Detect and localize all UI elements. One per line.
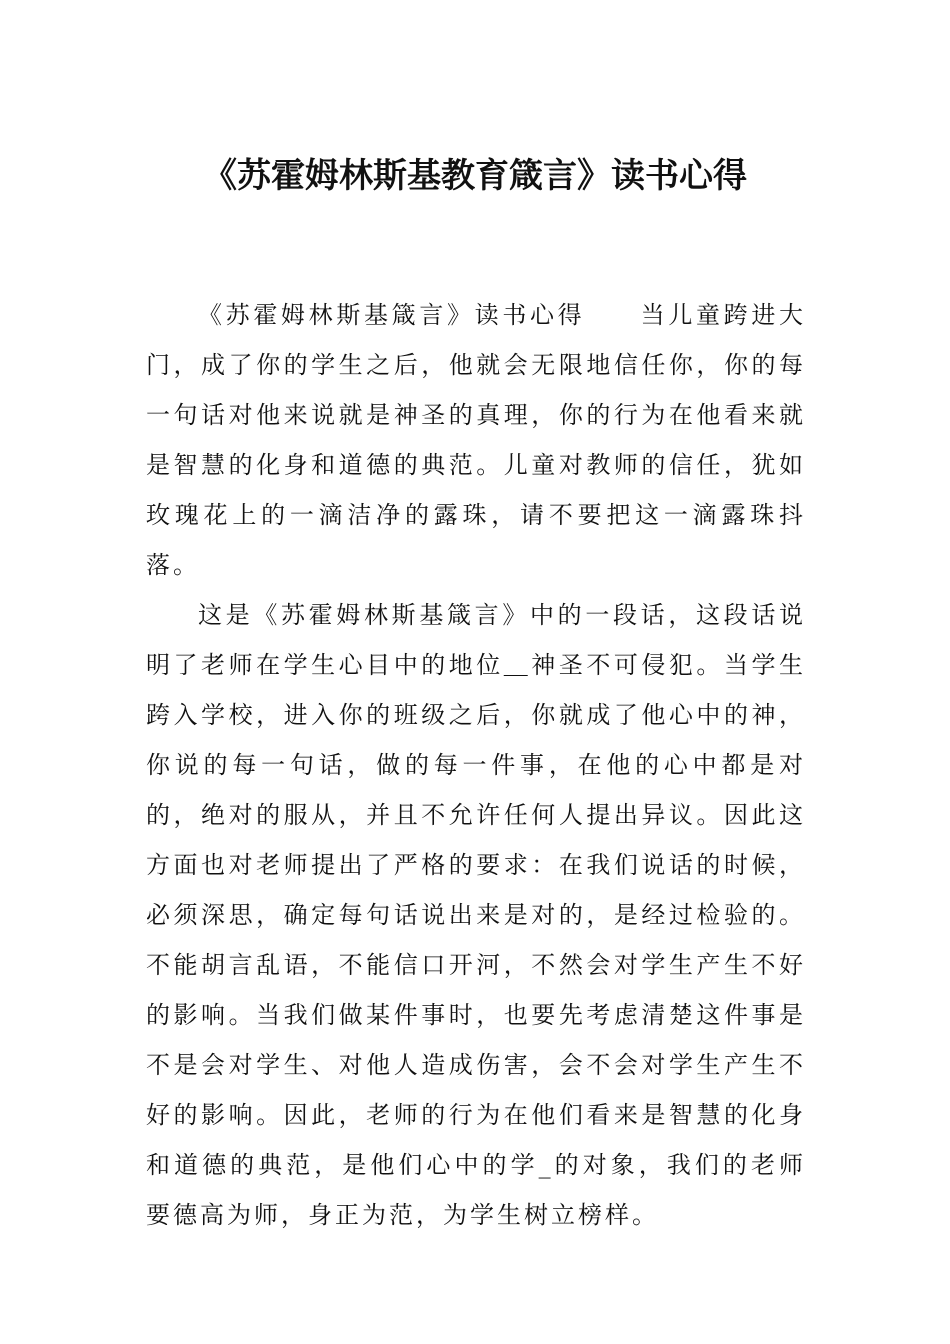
document-title: 《苏霍姆林斯基教育箴言》读书心得 <box>203 156 747 196</box>
paragraph-2: 这是《苏霍姆林斯基箴言》中的一段话，这段话说明了老师在学生心目中的地位＿神圣不可侵犯。当学生跨入学校，进入你的班级之后，你就成了他心中的神，你说的每一句话，做的每一件事，在他的心中都是对的，绝对的服从，并且不允许任何人提出异议。因此这方面也对老师提出了严格的要求：在我们说话的时候，必须深思，确定每句话说出来是对的，是经过检验的。不能胡言乱语，不能信口开河，不然会对学生产生不好的影响。当我们做某件事时，也要先考虑清楚这件事是不是会对学生、对他人造成伤害，会不会对学生产生不好的影响。因此，老师的行为在他们看来是智慧的化身和道德的典范，是他们心中的学_的对象，我们的老师要德高为师，身正为范，为学生树立榜样。 <box>146 601 806 1229</box>
paragraph-1: 《苏霍姆林斯基箴言》读书心得 当儿童跨进大门，成了你的学生之后，他就会无限地信任你，你的每一句话对他来说就是神圣的真理，你的行为在他看来就是智慧的化身和道德的典范。儿童对教师的信任，犹如玫瑰花上的一滴洁净的露珠，请不要把这一滴露珠抖落。 <box>146 301 806 579</box>
document-body <box>146 290 806 1240</box>
